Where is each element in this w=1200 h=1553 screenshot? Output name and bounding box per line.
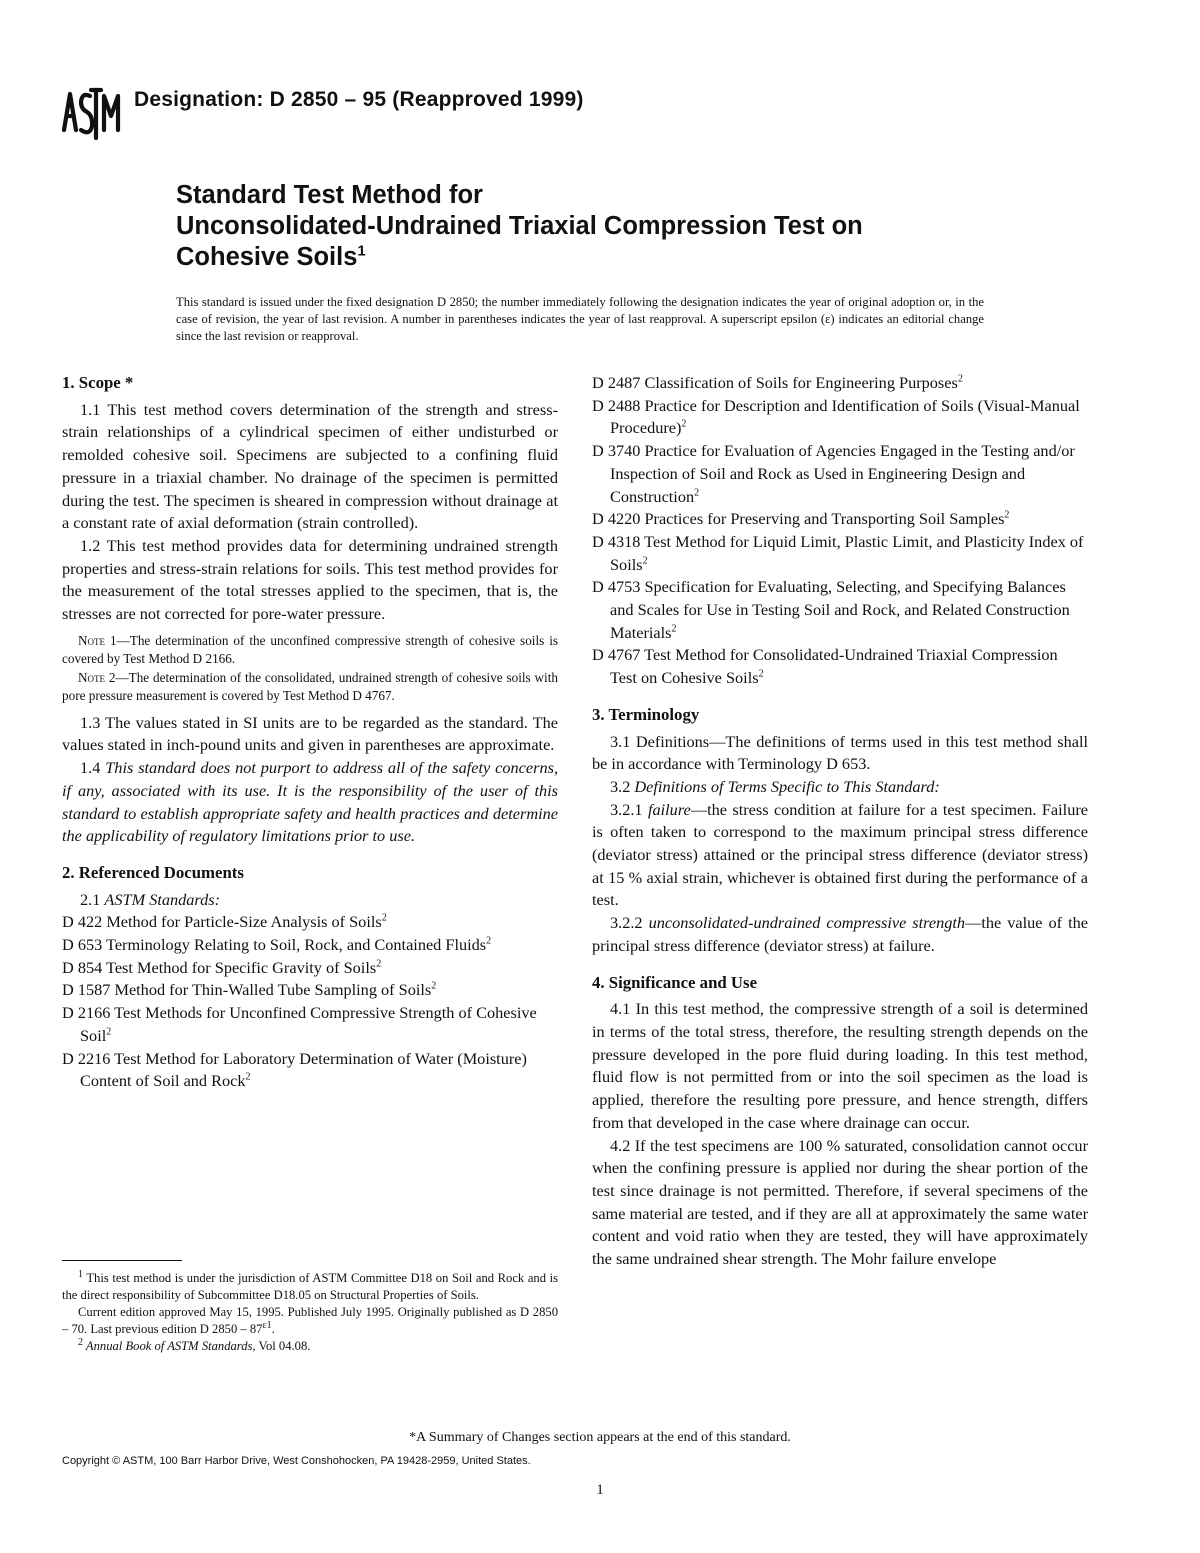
reference-footnote-mark: 2 <box>758 668 764 680</box>
footnote-1-epsilon: ε1 <box>262 1319 272 1331</box>
footnote-1 <box>62 1270 558 1304</box>
reference-footnote-mark: 2 <box>486 935 492 947</box>
footnote-2 <box>62 1338 558 1355</box>
reference-text: D 2487 Classification of Soils for Engineering Purposes <box>592 373 958 392</box>
para-3-2-2-term: unconsolidated-undrained compressive strength <box>648 913 966 933</box>
astm-logo-icon <box>60 82 124 142</box>
section-4-heading: 4. Significance and Use <box>592 972 758 992</box>
footnote-1-edition <box>62 1304 558 1338</box>
reference-text: D 2166 Test Methods for Unconfined Compressive Strength of Cohesive Soil <box>62 1003 537 1045</box>
reference-footnote-mark: 2 <box>381 912 387 924</box>
para-3-2-1-number: 3.2.1 <box>610 799 648 819</box>
title-line-3 <box>176 242 863 273</box>
para-3-2-1 <box>592 799 1088 913</box>
reference-item <box>592 508 1088 531</box>
reference-text: D 422 Method for Particle-Size Analysis of Soils <box>62 912 382 932</box>
reference-text: D 2216 Test Method for Laboratory Determination of Water (Moisture) Content of Soil and Rock <box>62 1048 527 1091</box>
reference-text: D 2488 Practice for Description and Identification of Soils (Visual-Manual Procedure) <box>592 395 1080 438</box>
reference-item <box>62 957 558 980</box>
section-1-heading: 1. Scope * <box>62 373 134 392</box>
reference-footnote-mark: 2 <box>431 981 437 993</box>
para-3-2-1-term: failure <box>647 799 691 819</box>
footnote-2-mark: 2 <box>78 1336 83 1348</box>
reference-text: D 1587 Method for Thin-Walled Tube Sampling of Soils <box>62 980 432 1000</box>
section-2-heading: 2. Referenced Documents <box>62 862 244 882</box>
note-2-text: —The determination of the consolidated, undrained strength of cohesive soils with pore pressure measurement is covered by Test Method D 4767. <box>62 669 558 704</box>
left-column <box>62 372 558 1093</box>
reference-item <box>592 372 1088 395</box>
reference-item <box>62 911 558 934</box>
para-3-2-1-text: —the stress condition at failure for a test specimen. Failure is often taken to correspond to the maximum principal stress difference (deviator stress) attained or the principal stress difference (deviator stress) at 15 % axial strain, whichever is obtained first during the performance of a test. <box>592 799 1088 910</box>
designation: Designation: D 2850 – 95 (Reapproved 1999) <box>134 88 584 111</box>
para-3-2 <box>592 776 1088 799</box>
reference-item <box>592 440 1088 508</box>
copyright: Copyright © ASTM, 100 Barr Harbor Drive, West Conshohocken, PA 19428-2959, United States. <box>62 1455 531 1467</box>
para-1-2: 1.2 This test method provides data for determining undrained strength properties and stress-strain relations for soils. This test method provides for the measurement of the total stresses applied to the specimen, that is, the stresses are not corrected for pore-water pressure. <box>62 535 558 624</box>
para-1-4-number: 1.4 <box>80 758 106 778</box>
para-3-2-2-number: 3.2.2 <box>610 913 649 933</box>
reference-footnote-mark: 2 <box>671 623 677 635</box>
para-3-1: 3.1 Definitions—The definitions of terms used in this test method shall be in accordance with Terminology D 653. <box>592 731 1088 774</box>
reference-footnote-mark: 2 <box>1004 509 1010 521</box>
reference-text: D 3740 Practice for Evaluation of Agencies Engaged in the Testing and/or Inspection of Soil and Rock as Used in Engineering Design and Construction <box>592 441 1075 506</box>
reference-text: D 4318 Test Method for Liquid Limit, Plastic Limit, and Plasticity Index of Soils <box>592 531 1084 574</box>
reference-item <box>592 531 1088 576</box>
summary-note: *A Summary of Changes section appears at the end of this standard. <box>409 1430 791 1445</box>
footnote-rule <box>62 1260 182 1261</box>
document-title <box>176 180 863 273</box>
reference-footnote-mark: 2 <box>106 1026 112 1038</box>
footnote-2-italic: Annual Book of ASTM Standards <box>83 1339 253 1353</box>
para-1-3: 1.3 The values stated in SI units are to be regarded as the standard. The values stated in inch-pound units and given in parentheses are approximate. <box>62 712 558 755</box>
reference-item <box>592 576 1088 644</box>
section-3-heading: 3. Terminology <box>592 704 700 724</box>
para-1-1: 1.1 This test method covers determination of the strength and stress-strain relationships of a cylindrical specimen of either undisturbed or remolded cohesive soil. Specimens are subjected to a confining fluid pressure in a triaxial chamber. No drainage of the specimen is permitted during the test. The specimen is sheared in compression without drainage at a constant rate of axial deformation (strain controlled). <box>62 399 558 533</box>
para-3-2-text: Definitions of Terms Specific to This Standard: <box>634 776 940 796</box>
para-4-2: 4.2 If the test specimens are 100 % saturated, consolidation cannot occur when the confining pressure is applied nor during the shear portion of the test since drainage is not permitted. Therefore, if several specimens of the same material are tested, and if they are all at approximately the same water content and void ratio when they are tested, they will have approximately the same undrained shear strength. The Mohr failure envelope <box>592 1135 1088 1269</box>
footnotes <box>62 1270 558 1355</box>
reference-text: D 653 Terminology Relating to Soil, Rock, and Contained Fluids <box>62 935 487 955</box>
title-line-2: Unconsolidated-Undrained Triaxial Compression Test on <box>176 212 863 240</box>
reference-item <box>592 395 1088 440</box>
reference-footnote-mark: 2 <box>694 487 700 499</box>
footnote-2-text: , Vol 04.08. <box>252 1339 311 1353</box>
note-2 <box>62 669 558 706</box>
para-3-2-2-text: —the value of the principal stress difference (deviator stress) at failure. <box>592 913 1088 955</box>
footnote-1-edition-text: Current edition approved May 15, 1995. Published July 1995. Originally published as D 2850 – 70. Last previous edition D 2850 – 87 <box>62 1305 558 1336</box>
reference-item <box>592 644 1088 689</box>
para-2-1 <box>62 889 558 912</box>
footnote-1-text: This test method is under the jurisdiction of ASTM Committee D18 on Soil and Rock and is the direct responsibility of Subcommittee D18.05 on Structural Properties of Soils. <box>62 1271 558 1302</box>
reference-text: D 4767 Test Method for Consolidated-Undrained Triaxial Compression Test on Cohesive Soils <box>592 645 1058 688</box>
title-line-3-text: Cohesive Soils <box>176 243 358 271</box>
page-number: 1 <box>596 1482 604 1498</box>
reference-item <box>62 1048 558 1093</box>
footnote-1-edition-end: . <box>271 1322 275 1336</box>
reference-item <box>62 1002 558 1047</box>
reference-list-left <box>62 911 558 1093</box>
reference-text: D 4753 Specification for Evaluating, Selecting, and Specifying Balances and Scales for Use in Testing Soil and Rock, and Related Construction Materials <box>592 577 1070 642</box>
title-line-1: Standard Test Method for <box>176 181 483 209</box>
reference-footnote-mark: 2 <box>681 418 687 430</box>
para-2-1-number: 2.1 <box>80 889 105 909</box>
note-1 <box>62 632 558 669</box>
title-footnote-mark: 1 <box>357 242 366 260</box>
para-1-4-text: This standard does not purport to address all of the safety concerns, if any, associated with its use. It is the responsibility of the user of this standard to establish appropriate safety and health practices and determine the applicability of regulatory limitations prior to use. <box>62 758 559 846</box>
issuance-notice: This standard is issued under the fixed designation D 2850; the number immediately following the designation indicates the year of original adoption or, in the case of revision, the year of last revision. A number in parentheses indicates the year of last reapproval. A superscript epsilon (ε) indicates an editorial change since the last revision or reapproval. <box>176 295 984 343</box>
reference-item <box>62 979 558 1002</box>
reference-footnote-mark: 2 <box>642 555 648 567</box>
para-3-2-number: 3.2 <box>610 776 635 796</box>
reference-footnote-mark: 2 <box>245 1071 251 1083</box>
reference-item <box>62 934 558 957</box>
para-4-1: 4.1 In this test method, the compressive strength of a soil is determined in terms of the total stress, therefore, the resulting strength depends on the pressure developed in the pore fluid during loading. In this test method, fluid flow is not permitted from or into the soil specimen as the load is applied, therefore the resulting pore pressure, and hence strength, differs from that developed in the case where drainage can occur. <box>592 999 1088 1132</box>
note-1-text: —The determination of the unconfined compressive strength of cohesive soils is covered by Test Method D 2166. <box>62 632 558 667</box>
right-column <box>592 372 1088 1271</box>
para-3-2-2 <box>592 912 1088 957</box>
reference-text: D 4220 Practices for Preserving and Transporting Soil Samples <box>592 509 1005 529</box>
para-2-1-label: ASTM Standards: <box>104 889 221 909</box>
para-1-4 <box>62 757 558 848</box>
reference-text: D 854 Test Method for Specific Gravity of Soils <box>62 957 377 977</box>
reference-list-right <box>592 372 1088 690</box>
footnote-1-mark: 1 <box>78 1268 83 1280</box>
note-1-label: Note 1 <box>78 632 117 648</box>
reference-footnote-mark: 2 <box>376 958 382 970</box>
note-2-label: Note 2 <box>78 669 116 685</box>
reference-footnote-mark: 2 <box>957 373 963 385</box>
